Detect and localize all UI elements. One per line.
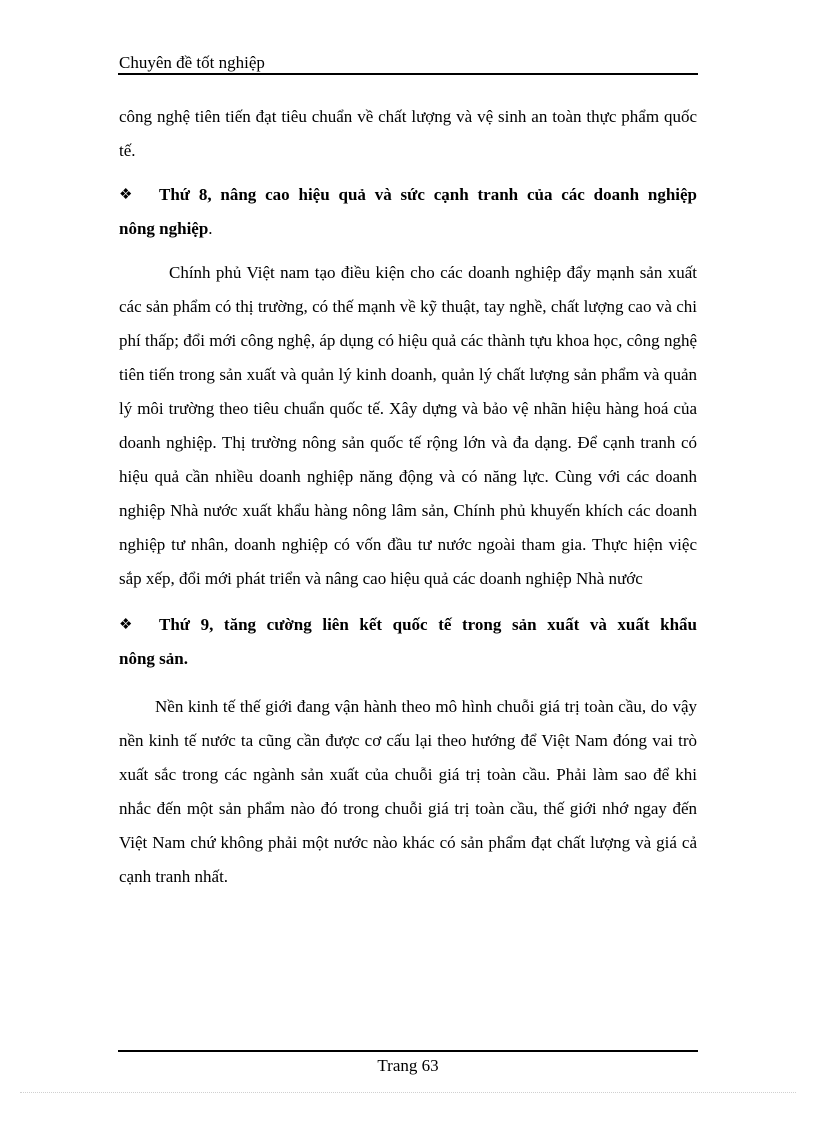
heading-9-line-2: nông sản.: [119, 649, 188, 668]
heading-8-line-2-text: nông nghiệp: [119, 219, 209, 238]
section-heading-8: [119, 178, 697, 246]
heading-9-line-1: Thứ 9, tăng cường liên kết quốc tế trong sản xuất và xuất khẩu: [159, 615, 697, 634]
heading-8-period: .: [208, 219, 213, 238]
page-header-title: Chuyên đề tốt nghiệp: [119, 53, 265, 72]
section-heading-9: [119, 608, 697, 676]
heading-8-line-2: [119, 212, 697, 246]
footer-divider: [118, 1050, 698, 1052]
page-number: Trang 63: [377, 1056, 439, 1075]
diamond-bullet-icon: ❖: [119, 187, 133, 203]
diamond-bullet-icon: ❖: [119, 617, 133, 633]
paragraph-government-support: Chính phủ Việt nam tạo điều kiện cho các doanh nghiệp đẩy mạnh sản xuất các sản phẩm có thị trường, có thế mạnh về kỹ thuật, tay nghề, chất lượng cao và chi phí thấp; đổi mới công nghệ, áp dụng có hiệu quả các thành tựu khoa học, công nghệ tiên tiến trong sản xuất và quản lý kinh doanh, quản lý chất lượng sản phẩm và quản lý môi trường theo tiêu chuẩn quốc tế. Xây dựng và bảo vệ nhãn hiệu hàng hoá của doanh nghiệp. Thị trường nông sản quốc tế rộng lớn và đa dạng. Để cạnh tranh có hiệu quả cần nhiều doanh nghiệp năng động và có năng lực. Cùng với các doanh nghiệp Nhà nước xuất khẩu hàng nông lâm sản, Chính phủ khuyến khích các doanh nghiệp tư nhân, doanh nghiệp có vốn đầu tư nước ngoài tham gia. Thực hiện việc sắp xếp, đổi mới phát triển và nâng cao hiệu quả các doanh nghiệp Nhà nước: [119, 263, 697, 588]
paragraph-continuation: công nghệ tiên tiến đạt tiêu chuẩn về chất lượng và vệ sinh an toàn thực phẩm quốc tế.: [119, 107, 697, 160]
header-divider: [118, 73, 698, 75]
document-body: [119, 100, 697, 894]
page-bottom-edge: [20, 1092, 796, 1093]
paragraph-global-value-chain: Nền kinh tế thế giới đang vận hành theo mô hình chuỗi giá trị toàn cầu, do vậy nền kinh tế nước ta cũng cần được cơ cấu lại theo hướng để Việt Nam đóng vai trò xuất sắc trong các ngành sản xuất của chuỗi giá trị toàn cầu. Phải làm sao để khi nhắc đến một sản phẩm nào đó trong chuỗi giá trị toàn cầu, thế giới nhớ ngay đến Việt Nam chứ không phải một nước nào khác có sản phẩm đạt chất lượng và giá cả cạnh tranh nhất.: [119, 697, 697, 886]
heading-8-line-1: Thứ 8, nâng cao hiệu quả và sức cạnh tranh của các doanh nghiệp: [159, 185, 697, 204]
